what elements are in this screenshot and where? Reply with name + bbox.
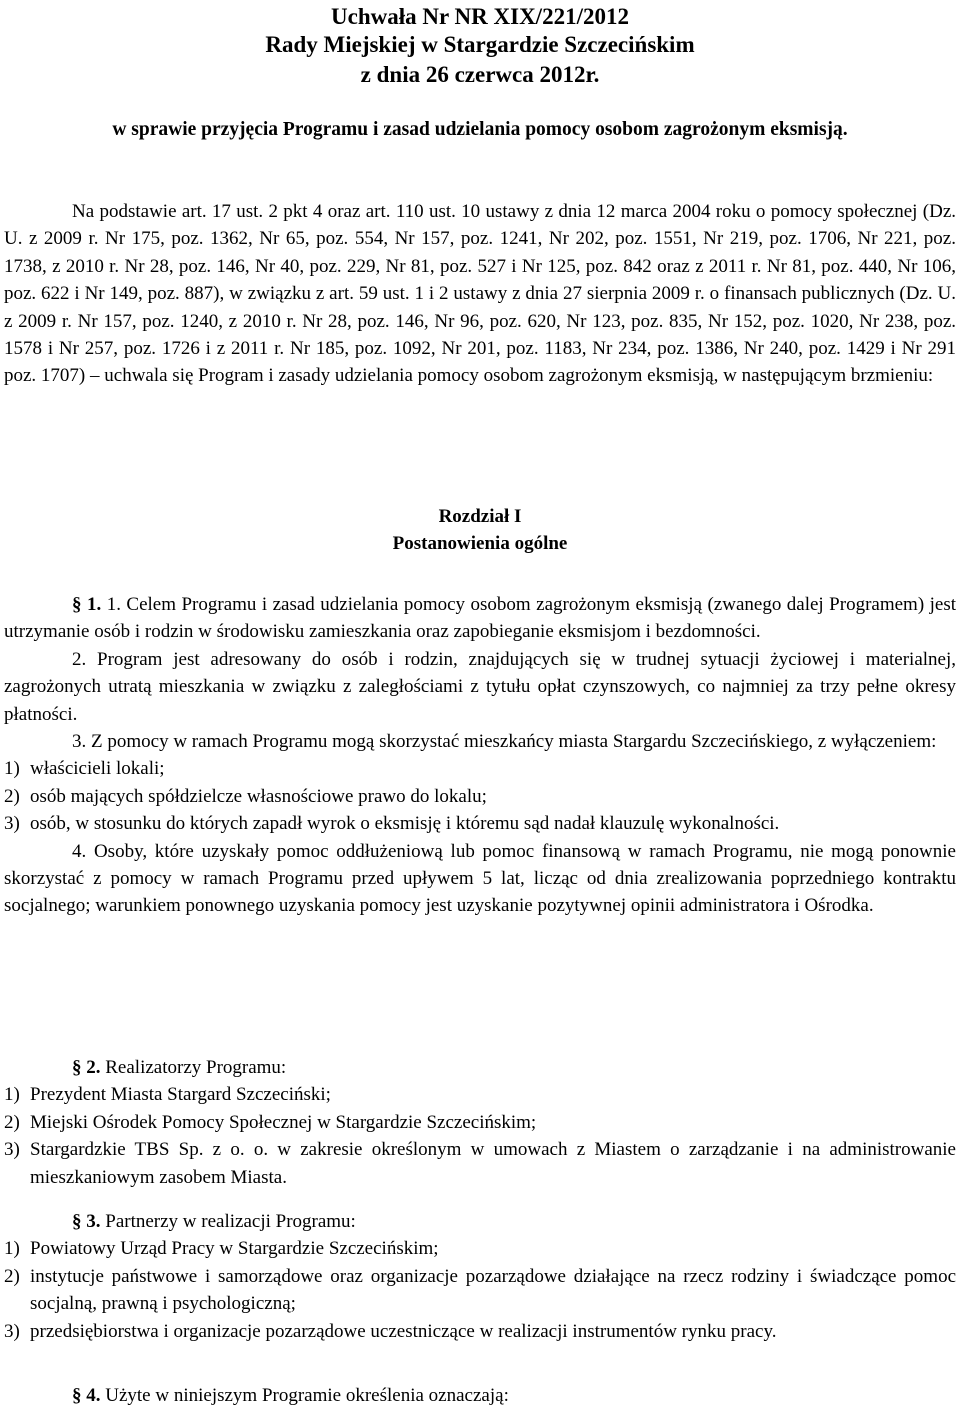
section-mark: § 4.	[72, 1385, 101, 1406]
section-1-para-3: 3. Z pomocy w ramach Programu mogą skorzystać mieszkańcy miasta Stargardu Szczecińskiego, z wyłączeniem:	[72, 731, 937, 753]
resolution-date: z dnia 26 czerwca 2012r.	[360, 62, 600, 87]
section-3	[4, 1208, 956, 1345]
section-4	[4, 1382, 956, 1409]
section-4-title: § 4. Użyte w niniejszym Programie określenia oznaczają:	[72, 1385, 509, 1406]
section-1-para-1: § 1. 1. Celem Programu i zasad udzielania pomocy osobom zagrożonym eksmisją (zwanego dalej Programem) jest utrzymanie osób i rodzin w środowisku zamieszkania oraz zapobieganie eksmisjom i bezdomności.	[4, 594, 956, 643]
list-item: 2) instytucje państwowe i samorządowe oraz organizacje pozarządowe działające na rzecz rodziny i świadczące pomoc socjalną, prawną i psychologiczną;	[4, 1265, 956, 1315]
list-item: 1) Prezydent Miasta Stargard Szczeciński;	[4, 1084, 331, 1106]
resolution-number: Uchwała Nr NR XIX/221/2012	[331, 4, 629, 29]
preamble: Na podstawie art. 17 ust. 2 pkt 4 oraz art. 110 ust. 10 ustawy z dnia 12 marca 2004 roku o pomocy społecznej (Dz. U. z 2009 r. Nr 175, poz. 1362, Nr 65, poz. 554, Nr 157, poz. 1241, Nr 202, poz. 1551, Nr 219, poz. 1706, Nr 221, poz. 1738, z 2010 r. Nr 28, poz. 146, Nr 40, poz. 229, Nr 81, poz. 527 i Nr 125, poz. 842 oraz z 2011 r. Nr 81, poz. 440, Nr 106, poz. 622 i Nr 149, poz. 887), w związku z art. 59 ust. 1 i 2 ustawy z dnia 27 sierpnia 2009 r. o finansach publicznych (Dz. U. z 2009 r. Nr 157, poz. 1240, z 2010 r. Nr 28, poz. 146, Nr 96, poz. 620, Nr 123, poz. 835, Nr 152, poz. 1020, Nr 238, poz. 1578 i Nr 257, poz. 1726 i z 2011 r. Nr 185, poz. 1092, Nr 201, poz. 1183, Nr 234, poz. 1386, Nr 240, poz. 1429 i Nr 291 poz. 1707) – uchwala się Program i zasady udzielania pomocy osobom zagrożonym eksmisją, w następującym brzmieniu:	[4, 201, 956, 387]
section-2	[4, 1054, 956, 1191]
section-1	[4, 591, 956, 920]
list-item: 3) Stargardzkie TBS Sp. z o. o. w zakresie określonym w umowach z Miastem o zarządzanie i na administrowanie mieszkaniowym zasobem Miasta.	[4, 1139, 956, 1188]
resolution-subject: w sprawie przyjęcia Programu i zasad udzielania pomocy osobom zagrożonym eksmisją.	[112, 119, 848, 140]
section-mark: § 1.	[72, 594, 102, 615]
council-name: Rady Miejskiej w Stargardzie Szczecińskim	[265, 32, 695, 57]
section-3-title: § 3. Partnerzy w realizacji Programu:	[72, 1211, 356, 1232]
list-item: 3) przedsiębiorstwa i organizacje pozarządowe uczestniczące w realizacji instrumentów rynku pracy.	[4, 1320, 777, 1342]
list-item: 3) osób, w stosunku do których zapadł wyrok o eksmisję i któremu sąd nadał klauzulę wykonalności.	[4, 813, 780, 835]
section-mark: § 2.	[72, 1057, 101, 1078]
list-item: 2) Miejski Ośrodek Pomocy Społecznej w Stargardzie Szczecińskim;	[4, 1111, 537, 1133]
section-2-title: § 2. Realizatorzy Programu:	[72, 1057, 287, 1078]
section-1-para-4: 4. Osoby, które uzyskały pomoc oddłużeniową lub pomoc finansową w ramach Programu, nie mogą ponownie skorzystać z pomocy w ramach Programu przed upływem 5 lat, licząc od dnia zrealizowania poprzedniego kontraktu socjalnego; warunkiem ponownego uzyskania pomocy jest uzyskanie pozytywnej opinii administratora i Ośrodka.	[4, 840, 956, 917]
list-item: 2) osób mających spółdzielcze własnościowe prawo do lokalu;	[4, 785, 487, 807]
section-1-para-2: 2. Program jest adresowany do osób i rodzin, znajdujących się w trudnej sytuacji życiowej i materialnej, zagrożonych utratą mieszkania w związku z zaległościami z tytułu opłat czynszowych, co najmniej za trzy pełne okresy płatności.	[4, 648, 956, 725]
list-item: 1) Powiatowy Urząd Pracy w Stargardzie Szczecińskim;	[4, 1238, 439, 1260]
chapter-subtitle: Postanowienia ogólne	[392, 533, 568, 554]
section-mark: § 3.	[72, 1211, 101, 1232]
chapter-title: Rozdział I	[438, 506, 522, 527]
list-item: 1) właścicieli lokali;	[4, 758, 165, 780]
